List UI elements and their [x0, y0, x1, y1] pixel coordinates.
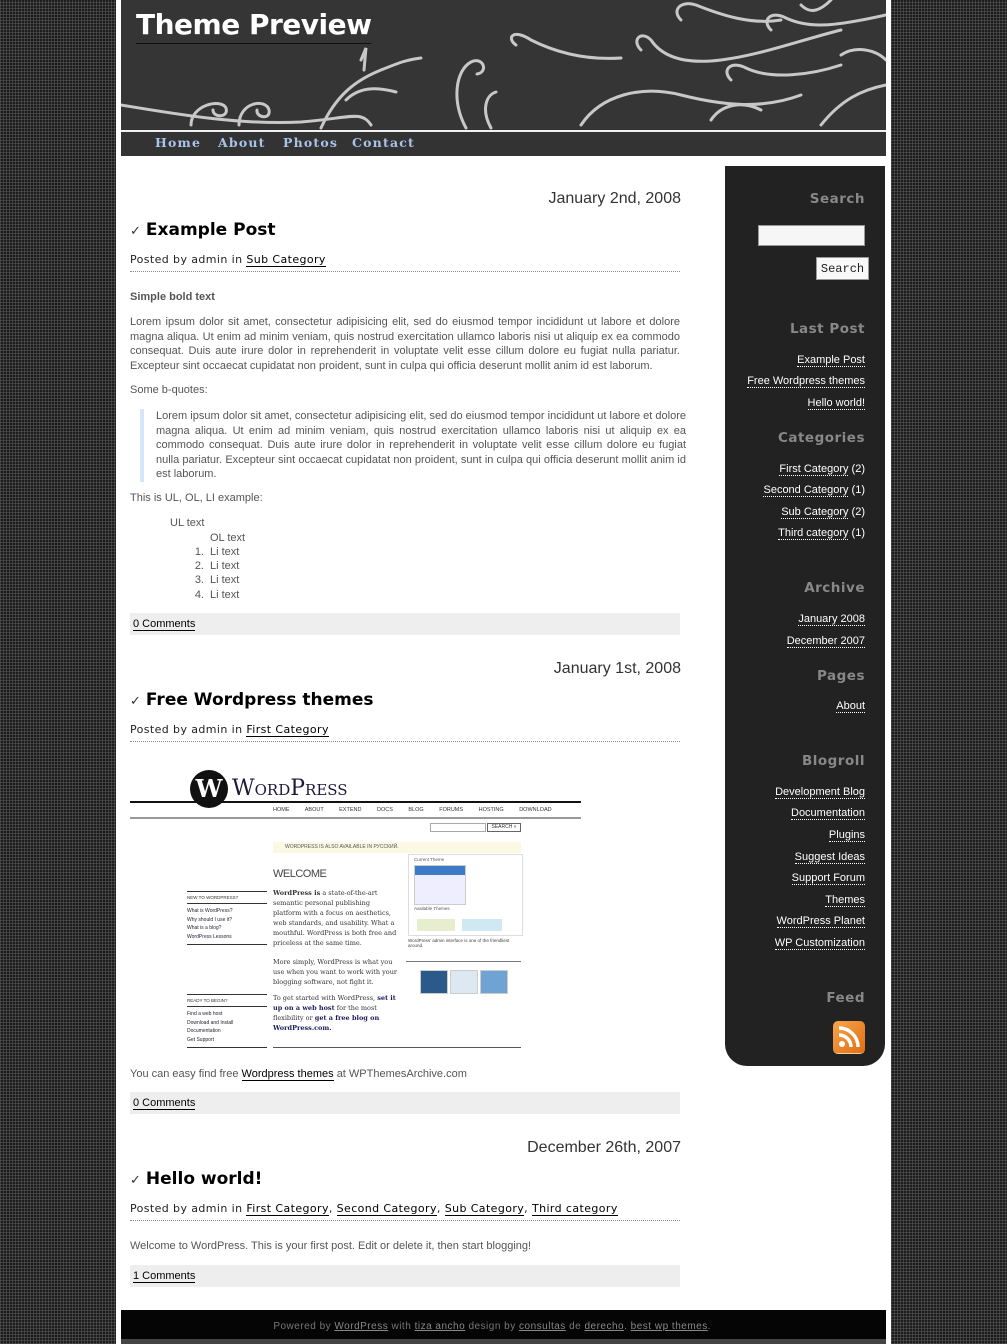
post-title-text[interactable]: Free Wordpress themes	[145, 690, 374, 710]
blogroll-link[interactable]: WP Customization	[774, 937, 865, 949]
last-post-item	[808, 397, 865, 409]
wp-new-item: What is a blog?	[187, 925, 222, 931]
blogroll-item	[825, 894, 865, 906]
blogroll-item	[829, 829, 865, 841]
wp-ready-list	[187, 1010, 267, 1044]
footer-text: with	[391, 1321, 412, 1332]
li-number: 3.	[194, 574, 204, 586]
post-meta	[130, 253, 680, 272]
wp-ready-item: Find a web host	[187, 1011, 223, 1017]
wp-welcome: WELCOME	[273, 868, 327, 880]
header-banner	[121, 0, 886, 130]
category-item	[763, 484, 865, 496]
comments-link[interactable]: 1 Comments	[133, 1270, 196, 1282]
blogroll-item	[791, 807, 865, 819]
category-link[interactable]: Second Category	[336, 1202, 437, 1215]
wp-para3	[273, 993, 398, 1033]
wp-current-theme: Current Theme	[414, 857, 445, 862]
footer-link-wordpress[interactable]: WordPress	[334, 1321, 389, 1332]
wp-nav-item: EXTEND	[339, 807, 362, 813]
search-button[interactable]: Search	[816, 257, 869, 280]
post-date: January 2nd, 2008	[548, 190, 681, 207]
last-post-link[interactable]: Hello world!	[807, 397, 865, 409]
main-nav	[121, 132, 886, 156]
wp-intro-text: a state-of-the-art semantic personal publishing platform with a focus on aesthetics, web standards, and usability. What a mouthful. WordPress is both free and priceless at the same time.	[273, 889, 397, 947]
list-intro: This is UL, OL, LI example:	[130, 492, 263, 504]
wp-caption: WordPress' admin interface is one of the friendliest around.	[408, 938, 510, 948]
body-suffix: at WPThemesArchive.com	[336, 1068, 467, 1080]
wp-nav-item: BLOG	[408, 807, 424, 813]
blockquote: Lorem ipsum dolor sit amet, consectetur adipisicing elit, sed do eiusmod tempor incididunt ut labore et dolore magna aliqua. Ut enim ad minim veniam, quis nostrud exercitation ullamco laboris nisi ut aliquip ex ea commodo consequat. Duis aute irure dolor in reprehenderit in voluptate velit esse cillum dolore eu fugiat nulla pariatur. Excepteur sint occaecat cupidatat non proident, sunt in culpa qui officia deserunt mollit anim id est laborum.	[140, 409, 686, 482]
wp-available-themes: Available Themes	[414, 906, 450, 911]
post-title[interactable]	[130, 690, 374, 710]
rss-icon[interactable]	[833, 1021, 865, 1054]
sidebar-heading-categories: Categories	[777, 430, 865, 446]
category-link[interactable]: Sub Category	[444, 1202, 525, 1215]
archive-item	[787, 635, 865, 647]
wp-logo-text: WordPress	[232, 776, 348, 801]
sidebar	[725, 166, 885, 1066]
category-link[interactable]: First Category	[779, 463, 849, 475]
footer-bottom-bar	[121, 1339, 886, 1344]
blogroll-link[interactable]: WordPress Planet	[776, 915, 865, 927]
blogroll-item	[777, 915, 865, 927]
category-count: (2)	[851, 463, 865, 475]
post-title[interactable]	[130, 220, 276, 240]
wp-nav-item: HOME	[273, 807, 290, 813]
wordpress-logo-icon: W	[190, 770, 228, 808]
nav-home[interactable]: Home	[155, 135, 202, 150]
footer	[121, 1310, 886, 1339]
footer-link-best-wp-themes[interactable]: best wp themes	[630, 1321, 708, 1332]
category-item	[781, 506, 865, 518]
wp-intro	[273, 888, 398, 948]
category-link[interactable]: First Category	[246, 1202, 329, 1215]
sidebar-heading-archive: Archive	[804, 580, 865, 596]
post-title-text[interactable]: Example Post	[145, 220, 276, 240]
sidebar-heading-search: Search	[809, 191, 865, 207]
blogroll-item	[792, 872, 865, 884]
blogroll-link[interactable]: Themes	[825, 894, 865, 906]
blogroll-item	[775, 786, 865, 798]
archive-link[interactable]: January 2008	[798, 613, 865, 625]
comments-bar	[130, 1265, 680, 1287]
blogroll-link[interactable]: Suggest Ideas	[794, 851, 865, 863]
sidebar-heading-feed: Feed	[826, 990, 865, 1006]
last-post-item	[747, 375, 865, 387]
blogroll-link[interactable]: Plugins	[828, 829, 865, 841]
wp-intro-bold: WordPress is	[273, 889, 321, 897]
sidebar-heading-blogroll: Blogroll	[801, 753, 865, 769]
category-link[interactable]: Third category	[778, 527, 849, 539]
category-item	[779, 463, 865, 475]
blogroll-item	[795, 851, 865, 863]
meta-prefix: Posted by admin in	[130, 253, 243, 266]
wordpress-themes-link[interactable]: Wordpress themes	[241, 1068, 334, 1080]
ul-text: UL text	[170, 517, 205, 529]
site-title[interactable]: Theme Preview	[136, 8, 371, 44]
wp-notice: WORDPRESS IS ALSO AVAILABLE IN РУССКИЙ.	[273, 842, 521, 853]
blogroll-item	[775, 937, 865, 949]
bquote-intro: Some b-quotes:	[130, 384, 208, 396]
comments-link[interactable]: 0 Comments	[133, 1097, 196, 1109]
wp-nav-item: HOSTING	[478, 807, 504, 813]
post-date: December 26th, 2007	[527, 1139, 681, 1156]
category-count: (1)	[851, 484, 865, 496]
wp-ready-item: Documentation	[187, 1028, 221, 1034]
li-text: Li text	[210, 546, 240, 558]
search-input[interactable]	[758, 225, 865, 246]
li-number: 4.	[194, 589, 204, 601]
wp-para2: More simply, WordPress is what you use when you want to work with your blogging software, not fight it.	[273, 958, 397, 986]
comments-link[interactable]: 0 Comments	[133, 618, 196, 630]
wp-nav-item: DOCS	[376, 807, 393, 813]
footer-link-derecho[interactable]: derecho	[584, 1321, 625, 1332]
body-prefix: You can easy find free	[130, 1068, 239, 1080]
nav-photos[interactable]: Photos	[283, 135, 339, 150]
wp-nav-item: FORUMS	[439, 807, 464, 813]
bold-text: Simple bold text	[130, 291, 215, 303]
wp-nav	[273, 807, 552, 813]
footer-text: design by	[468, 1321, 516, 1332]
category-link[interactable]: Second Category	[763, 484, 849, 496]
post-title[interactable]	[130, 1169, 262, 1189]
post-title-text[interactable]: Hello world!	[145, 1169, 263, 1189]
wp-new-list	[187, 907, 267, 941]
post-meta: Posted by admin in First Category, Second Category, Sub Category, Third category	[130, 1202, 680, 1221]
page-link[interactable]: About	[836, 700, 865, 712]
wp-ready-item: Download and Install	[187, 1019, 234, 1026]
li-text: Li text	[210, 574, 240, 586]
checkmark-icon: ✓	[130, 224, 141, 239]
sidebar-heading-last-post: Last Post	[789, 321, 865, 337]
li-number: 1.	[194, 546, 204, 558]
archive-item	[798, 613, 865, 625]
sidebar-heading-pages: Pages	[817, 668, 865, 684]
post-paragraph: Lorem ipsum dolor sit amet, consectetur adipisicing elit, sed do eiusmod tempor incididunt ut labore et dolore magna aliqua. Ut enim ad minim veniam, quis nostrud exercitation ullamco laboris nisi ut aliquip ex ea commodo consequat. Duis aute irure dolor in reprehenderit in voluptate velit esse cillum dolore eu fugiat nulla pariatur. Excepteur sint occaecat cupidatat non proident, sunt in culpa qui officia deserunt mollit anim id est laborum.	[130, 316, 680, 372]
nav-contact[interactable]: Contact	[352, 135, 416, 150]
nav-about[interactable]: About	[218, 135, 266, 150]
blogroll-link[interactable]: Support Forum	[791, 872, 865, 884]
wp-search-btn: SEARCH »	[487, 823, 521, 832]
last-post-link[interactable]: Example Post	[797, 354, 865, 366]
blogroll-link[interactable]: Documentation	[791, 807, 865, 819]
blogroll-link[interactable]: Development Blog	[775, 786, 865, 798]
category-link[interactable]: First Category	[246, 723, 329, 736]
page-container	[116, 0, 891, 1344]
footer-text: .	[707, 1321, 711, 1332]
post-body: Welcome to WordPress. This is your first post. Edit or delete it, then start blogging!	[130, 1240, 532, 1252]
wp-para3-link: get a free blog on WordPress.com.	[273, 1014, 380, 1032]
wp-new-item: What is WordPress?	[187, 908, 233, 914]
category-count: (2)	[851, 506, 865, 518]
wp-new-item: Why should I use it?	[187, 916, 233, 923]
comments-bar	[130, 613, 680, 635]
post-date: January 1st, 2008	[553, 660, 681, 677]
post-meta	[130, 723, 680, 742]
archive-link[interactable]: December 2007	[786, 635, 865, 647]
wp-ready-head: READY TO BEGIN?	[187, 994, 267, 1007]
wp-para3-text: for the most flexibility or	[273, 1004, 377, 1022]
category-link[interactable]: Sub Category	[246, 253, 326, 266]
last-post-item	[797, 354, 865, 366]
wp-para3-text: To get started with WordPress,	[273, 994, 376, 1002]
wp-nav-item: DOWNLOAD	[519, 807, 552, 813]
last-post-link[interactable]: Free Wordpress themes	[747, 375, 865, 387]
footer-link-consultas[interactable]: consultas	[519, 1321, 566, 1332]
checkmark-icon: ✓	[130, 1173, 141, 1188]
footer-text: .	[624, 1321, 628, 1332]
category-link[interactable]: Sub Category	[781, 506, 849, 518]
page-item	[836, 700, 865, 712]
wordpress-screenshot-image	[130, 762, 581, 1052]
ol-text: OL text	[210, 532, 246, 544]
footer-text: de	[569, 1321, 582, 1332]
footer-credits	[273, 1321, 711, 1332]
li-number: 2.	[194, 560, 204, 572]
category-link[interactable]: Third category	[531, 1202, 618, 1215]
wp-ready-item: Get Support	[187, 1036, 214, 1043]
category-item	[778, 527, 865, 539]
meta-prefix: Posted by admin in	[130, 1202, 243, 1215]
li-text: Li text	[210, 589, 240, 601]
wp-new-item: WordPress Lessons	[187, 933, 232, 940]
wp-nav-item: ABOUT	[304, 807, 324, 813]
post-body	[130, 1067, 680, 1082]
footer-link-tiza-ancho[interactable]: tiza ancho	[414, 1321, 466, 1332]
wp-para3-link: set it up on a web host	[273, 994, 396, 1012]
comments-bar	[130, 1092, 680, 1114]
wp-search-box	[430, 823, 486, 832]
checkmark-icon: ✓	[130, 694, 141, 709]
category-count: (1)	[851, 527, 865, 539]
li-text: Li text	[210, 560, 240, 572]
footer-text: Powered by	[273, 1321, 332, 1332]
wp-theme-preview	[408, 854, 523, 936]
meta-prefix: Posted by admin in	[130, 723, 243, 736]
wp-new-head: NEW TO WORDPRESS?	[187, 891, 267, 904]
